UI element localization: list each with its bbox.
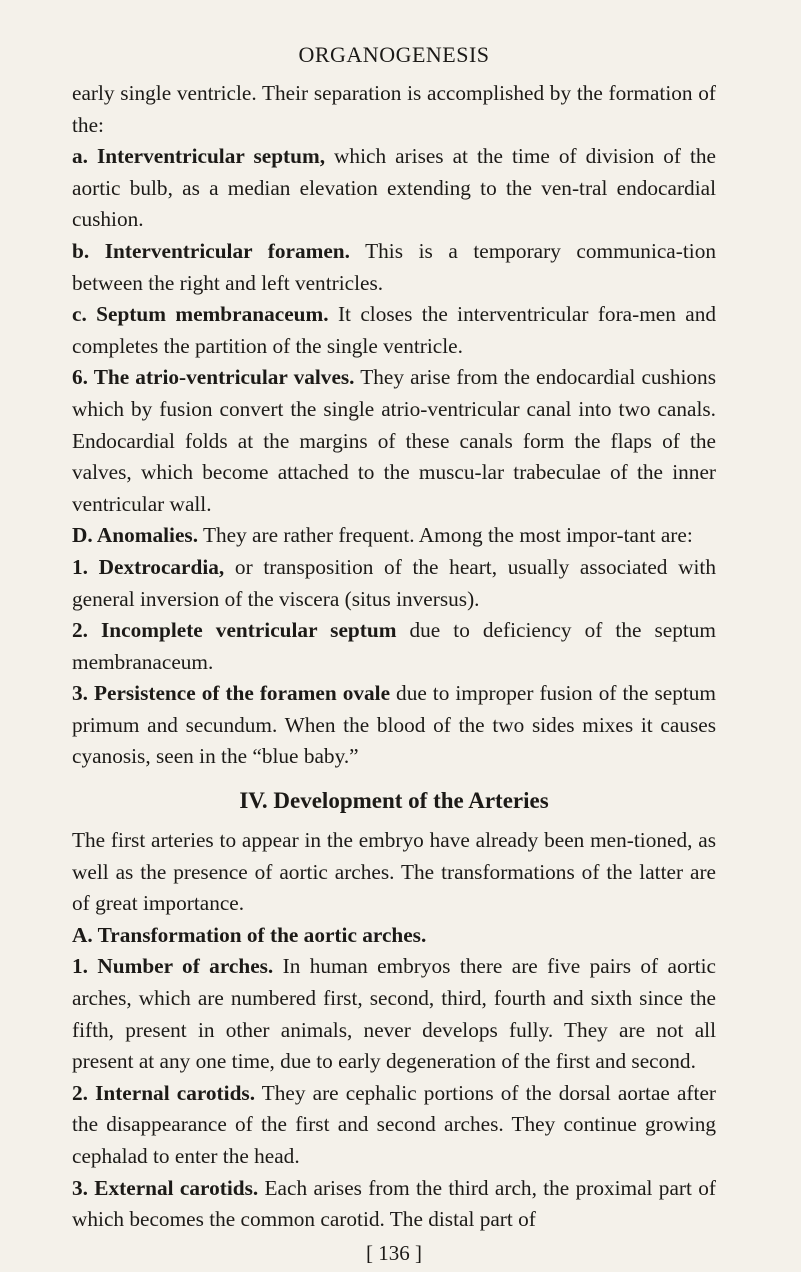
paragraph-lead: 1. Number of arches. [72, 954, 274, 979]
page [72, 40, 716, 1268]
paragraph-text: The first arteries to appear in the embryo have already been men-tioned, as well as the presence of aortic arches. The transformations of the latter are of great importance. [72, 828, 716, 916]
paragraph [72, 141, 716, 236]
paragraph-lead: 2. Incomplete ventricular septum [72, 618, 397, 643]
paragraph [72, 951, 716, 1077]
page-number: [ 136 ] [366, 1240, 422, 1265]
paragraph-lead: A. Transformation of the aortic arches. [72, 922, 427, 947]
paragraph-text: They are cephalic portions of the dorsal aortae after the disappearance of the first and second arches. They continue growing cephalad to enter the head. [72, 1080, 716, 1168]
paragraph [72, 1173, 716, 1236]
paragraph-text: early single ventricle. Their separation is accomplished by the formation of the: [72, 81, 716, 137]
paragraph [72, 920, 716, 952]
paragraph-text: It closes the interventricular fora-men and completes the partition of the single ventricle. [72, 302, 717, 358]
paragraph-text: They arise from the endocardial cushions which by fusion convert the single atrio-ventricular canal into two canals. Endocardial folds at the margins of these canals form the flaps of the valves, which become attached to the muscu-lar trabeculae of the inner ventricular wall. [72, 365, 716, 516]
paragraph-text: Each arises from the third arch, the proximal part of which becomes the common carotid. The distal part of [72, 1175, 716, 1232]
paragraph [72, 678, 716, 773]
paragraph-lead: 2. Internal carotids. [72, 1080, 256, 1105]
paragraph [72, 520, 716, 552]
paragraph [72, 1078, 716, 1173]
paragraph-lead: b. Interventricular foramen. [72, 238, 350, 263]
paragraph-text: due to deficiency of the septum membranaceum. [72, 618, 716, 674]
paragraph [72, 825, 716, 920]
paragraph-text: or transposition of the heart, usually associated with general inversion of the viscera (situs inversus). [72, 554, 716, 611]
paragraph-text: In human embryos there are five pairs of aortic arches, which are numbered first, second, third, fourth and sixth since the fifth, present in other animals, never develops fully. They are not all present at any one time, due to early degeneration of the first and second. [72, 954, 716, 1074]
paragraph-lead: D. Anomalies. [72, 523, 199, 548]
body-text-after [72, 825, 716, 1236]
paragraph-text: which arises at the time of division of the aortic bulb, as a median elevation extending to the ven-tral endocardial cushion. [72, 144, 716, 232]
paragraph-lead: 3. Persistence of the foramen ovale [72, 681, 391, 706]
body-text-before [72, 78, 716, 773]
paragraph-lead: 3. External carotids. [72, 1175, 259, 1200]
running-head: ORGANOGENESIS [298, 42, 490, 67]
paragraph [72, 236, 716, 299]
paragraph [72, 615, 716, 678]
paragraph-lead: a. Interventricular septum, [72, 144, 326, 169]
paragraph [72, 299, 716, 362]
paragraph [72, 362, 716, 520]
paragraph-lead: 6. The atrio-ventricular valves. [72, 365, 355, 390]
paragraph-lead: c. Septum membranaceum. [72, 302, 329, 327]
section-heading: IV. Development of the Arteries [239, 788, 549, 814]
paragraph-lead: 1. Dextrocardia, [72, 554, 225, 579]
paragraph-text: This is a temporary communica-tion between the right and left ventricles. [72, 238, 716, 295]
paragraph-text: They are rather frequent. Among the most impor-tant are: [198, 523, 693, 548]
paragraph [72, 552, 716, 615]
paragraph-text: due to improper fusion of the septum primum and secundum. When the blood of the two sides mixes it causes cyanosis, seen in the “blue baby.” [72, 681, 717, 769]
paragraph [72, 78, 716, 141]
